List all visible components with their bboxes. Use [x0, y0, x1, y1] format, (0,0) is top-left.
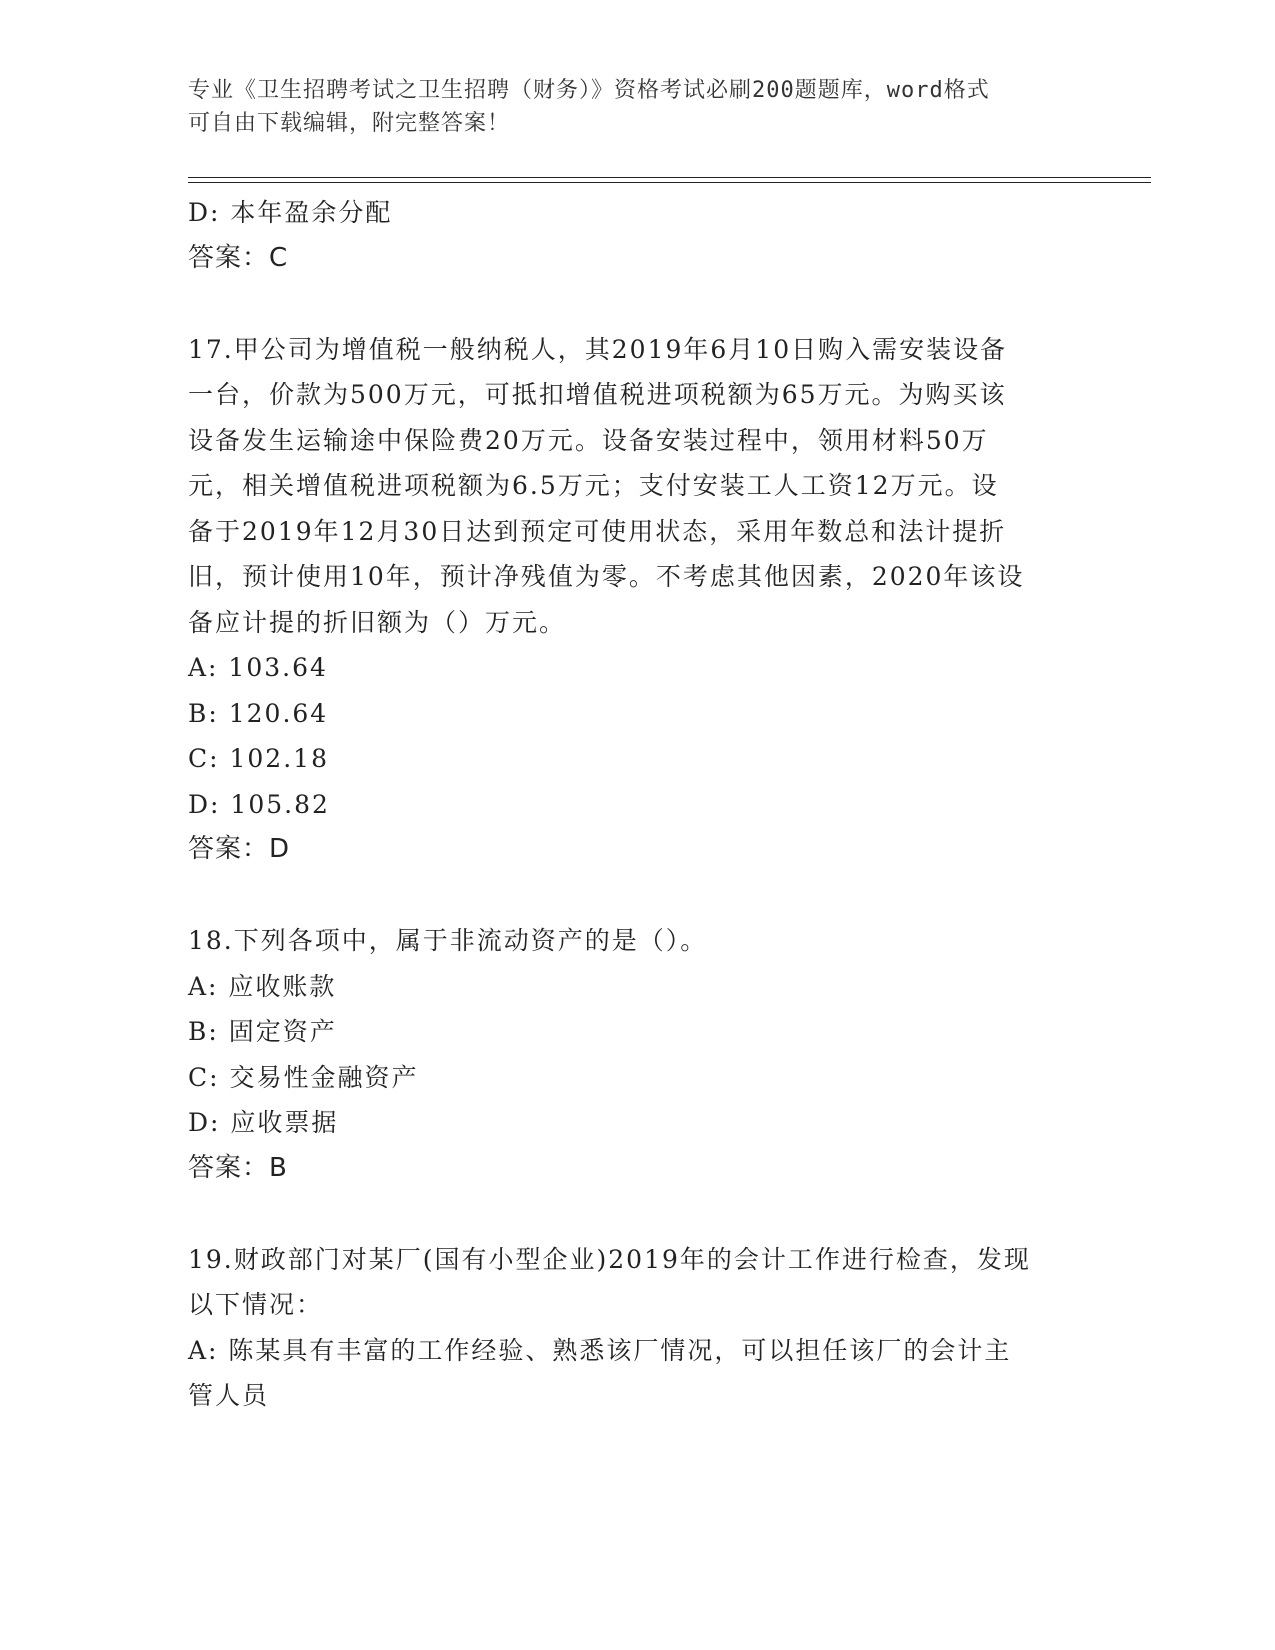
question-18 [188, 918, 1078, 1191]
q17-stem-line: 旧，预计使用10年，预计净残值为零。不考虑其他因素，2020年该设 [188, 562, 1025, 591]
header-line-2: 可自由下载编辑，附完整答案！ [188, 111, 511, 136]
q17-stem-line: 元，相关增值税进项税额为6.5万元；支付安装工人工资12万元。设 [188, 471, 999, 500]
document-header [188, 74, 1068, 140]
spacer [188, 873, 1078, 919]
q19-stem-line: 以下情况： [188, 1290, 324, 1319]
q17-stem-line: 一台，价款为500万元，可抵扣增值税进项税额为65万元。为购买该 [188, 380, 1007, 409]
q17-stem-line: 设备发生运输途中保险费20万元。设备安装过程中，领用材料50万 [188, 425, 989, 455]
q18-option-a: A: 应收账款 [188, 971, 337, 1001]
prev-option-d: D: 本年盈余分配 [188, 198, 393, 227]
q17-option-c: C: 102.18 [188, 744, 329, 773]
q17-stem-line: 17.甲公司为增值税一般纳税人，其2019年6月10日购入需安装设备 [188, 334, 1008, 364]
prev-answer: 答案：C [188, 242, 289, 273]
q18-answer: 答案：B [188, 1152, 288, 1183]
q17-answer: 答案：D [188, 834, 291, 864]
spacer [188, 1191, 1078, 1237]
q18-stem: 18.下列各项中，属于非流动资产的是（）。 [188, 926, 708, 955]
q17-stem-line: 备于2019年12月30日达到预定可使用状态，采用年数总和法计提折 [188, 516, 1007, 546]
question-19 [188, 1237, 1078, 1419]
q17-option-d: D: 105.82 [188, 789, 330, 819]
q17-option-a: A: 103.64 [188, 653, 328, 682]
header-line-1: 专业《卫生招聘考试之卫生招聘（财务）》资格考试必刷200题题库，word格式 [188, 78, 990, 103]
q19-option-a-line: A: 陈某具有丰富的工作经验、熟悉该厂情况，可以担任该厂的会计主 [188, 1335, 1012, 1365]
question-17 [188, 327, 1078, 873]
q18-option-c: C: 交易性金融资产 [188, 1062, 419, 1092]
header-rule-top [188, 177, 1151, 178]
document-body [188, 190, 1078, 1419]
q18-option-d: D: 应收票据 [188, 1108, 339, 1137]
q17-option-b: B: 120.64 [188, 698, 329, 728]
q19-option-a-line: 管人员 [188, 1381, 270, 1410]
header-rule-bottom [188, 182, 1151, 183]
q17-stem-line: 备应计提的折旧额为（）万元。 [188, 607, 567, 637]
q18-option-b: B: 固定资产 [188, 1017, 337, 1046]
q19-stem-line: 19.财政部门对某厂(国有小型企业)2019年的会计工作进行检查，发现 [188, 1244, 1031, 1274]
spacer [188, 281, 1078, 327]
